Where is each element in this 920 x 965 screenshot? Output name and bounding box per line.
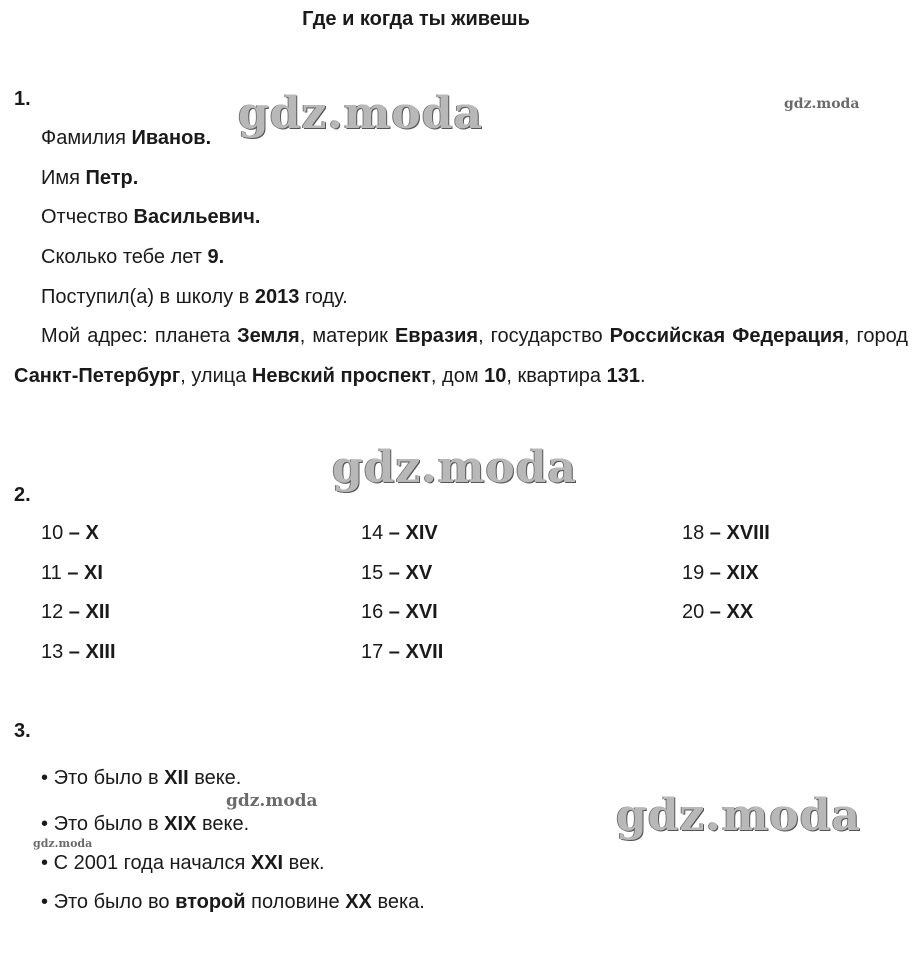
- task-2-number: 2.: [14, 484, 31, 506]
- patronymic-label: Отчество: [41, 206, 128, 228]
- numeral-row: 12 – XII: [41, 601, 110, 623]
- numeral-row: 14 – XIV: [361, 522, 438, 544]
- address-text: .: [639, 365, 646, 387]
- address-text: , дом: [430, 365, 479, 387]
- age-value: 9.: [207, 246, 225, 268]
- watermark-logo: gdz.moda: [332, 442, 578, 493]
- school-suffix: году.: [304, 286, 348, 308]
- name-line: [41, 167, 138, 190]
- surname-label: Фамилия: [41, 127, 126, 149]
- numeral-row: 18 – XVIII: [682, 522, 770, 544]
- numeral-row: 17 – XVII: [361, 641, 444, 663]
- address-city: Санкт-Петербург: [14, 365, 181, 387]
- address-planet: Земля: [237, 325, 300, 347]
- address-text: , материк: [299, 325, 388, 347]
- watermark-logo-small: gdz.moda: [784, 96, 860, 112]
- address-text: , квартира: [506, 365, 602, 387]
- numeral-row: 19 – XIX: [682, 562, 759, 584]
- address-text: , государство: [478, 325, 603, 347]
- school-prefix: Поступил(а) в школу в: [41, 286, 250, 308]
- answer-item: • С 2001 года начался XXI век.: [41, 852, 325, 874]
- answer-item: • Это было в XIX веке.: [41, 813, 250, 835]
- surname-line: [41, 127, 211, 150]
- school-line: [41, 286, 348, 309]
- numeral-row: 15 – XV: [361, 562, 433, 584]
- answer-item: • Это было во второй половине XX века.: [41, 891, 425, 913]
- age-label: Сколько тебе лет: [41, 246, 202, 268]
- address-continent: Евразия: [394, 325, 479, 347]
- address-paragraph: [14, 316, 908, 396]
- address-flat: 131: [606, 365, 640, 387]
- watermark-logo: gdz.moda: [616, 790, 862, 841]
- numeral-row: 16 – XVI: [361, 601, 438, 623]
- address-text: , улица: [180, 365, 247, 387]
- patronymic-value: Васильевич.: [133, 206, 261, 228]
- numeral-row: 20 – XX: [682, 601, 754, 623]
- answer-item: • Это было в XII веке.: [41, 767, 242, 789]
- task-3-number: 3.: [14, 720, 31, 742]
- address-text: Мой адрес: планета: [41, 325, 231, 347]
- numeral-row: 10 – X: [41, 522, 99, 544]
- address-state: Российская Федерация: [609, 325, 844, 347]
- name-value: Петр.: [85, 167, 139, 189]
- task-1-number: 1.: [14, 88, 31, 110]
- address-house: 10: [484, 365, 507, 387]
- numeral-row: 11 – XI: [41, 562, 103, 584]
- name-label: Имя: [41, 167, 80, 189]
- surname-value: Иванов.: [131, 127, 212, 149]
- watermark-logo-small: gdz.moda: [226, 791, 318, 811]
- age-line: [41, 246, 224, 269]
- page-title: Где и когда ты живешь: [302, 8, 530, 30]
- address-street: Невский проспект: [251, 365, 431, 387]
- watermark-logo-small: gdz.moda: [33, 837, 93, 850]
- school-year: 2013: [254, 286, 300, 308]
- watermark-logo: gdz.moda: [238, 88, 484, 139]
- address-text: , город: [843, 325, 908, 347]
- patronymic-line: [41, 206, 260, 229]
- numeral-row: 13 – XIII: [41, 641, 116, 663]
